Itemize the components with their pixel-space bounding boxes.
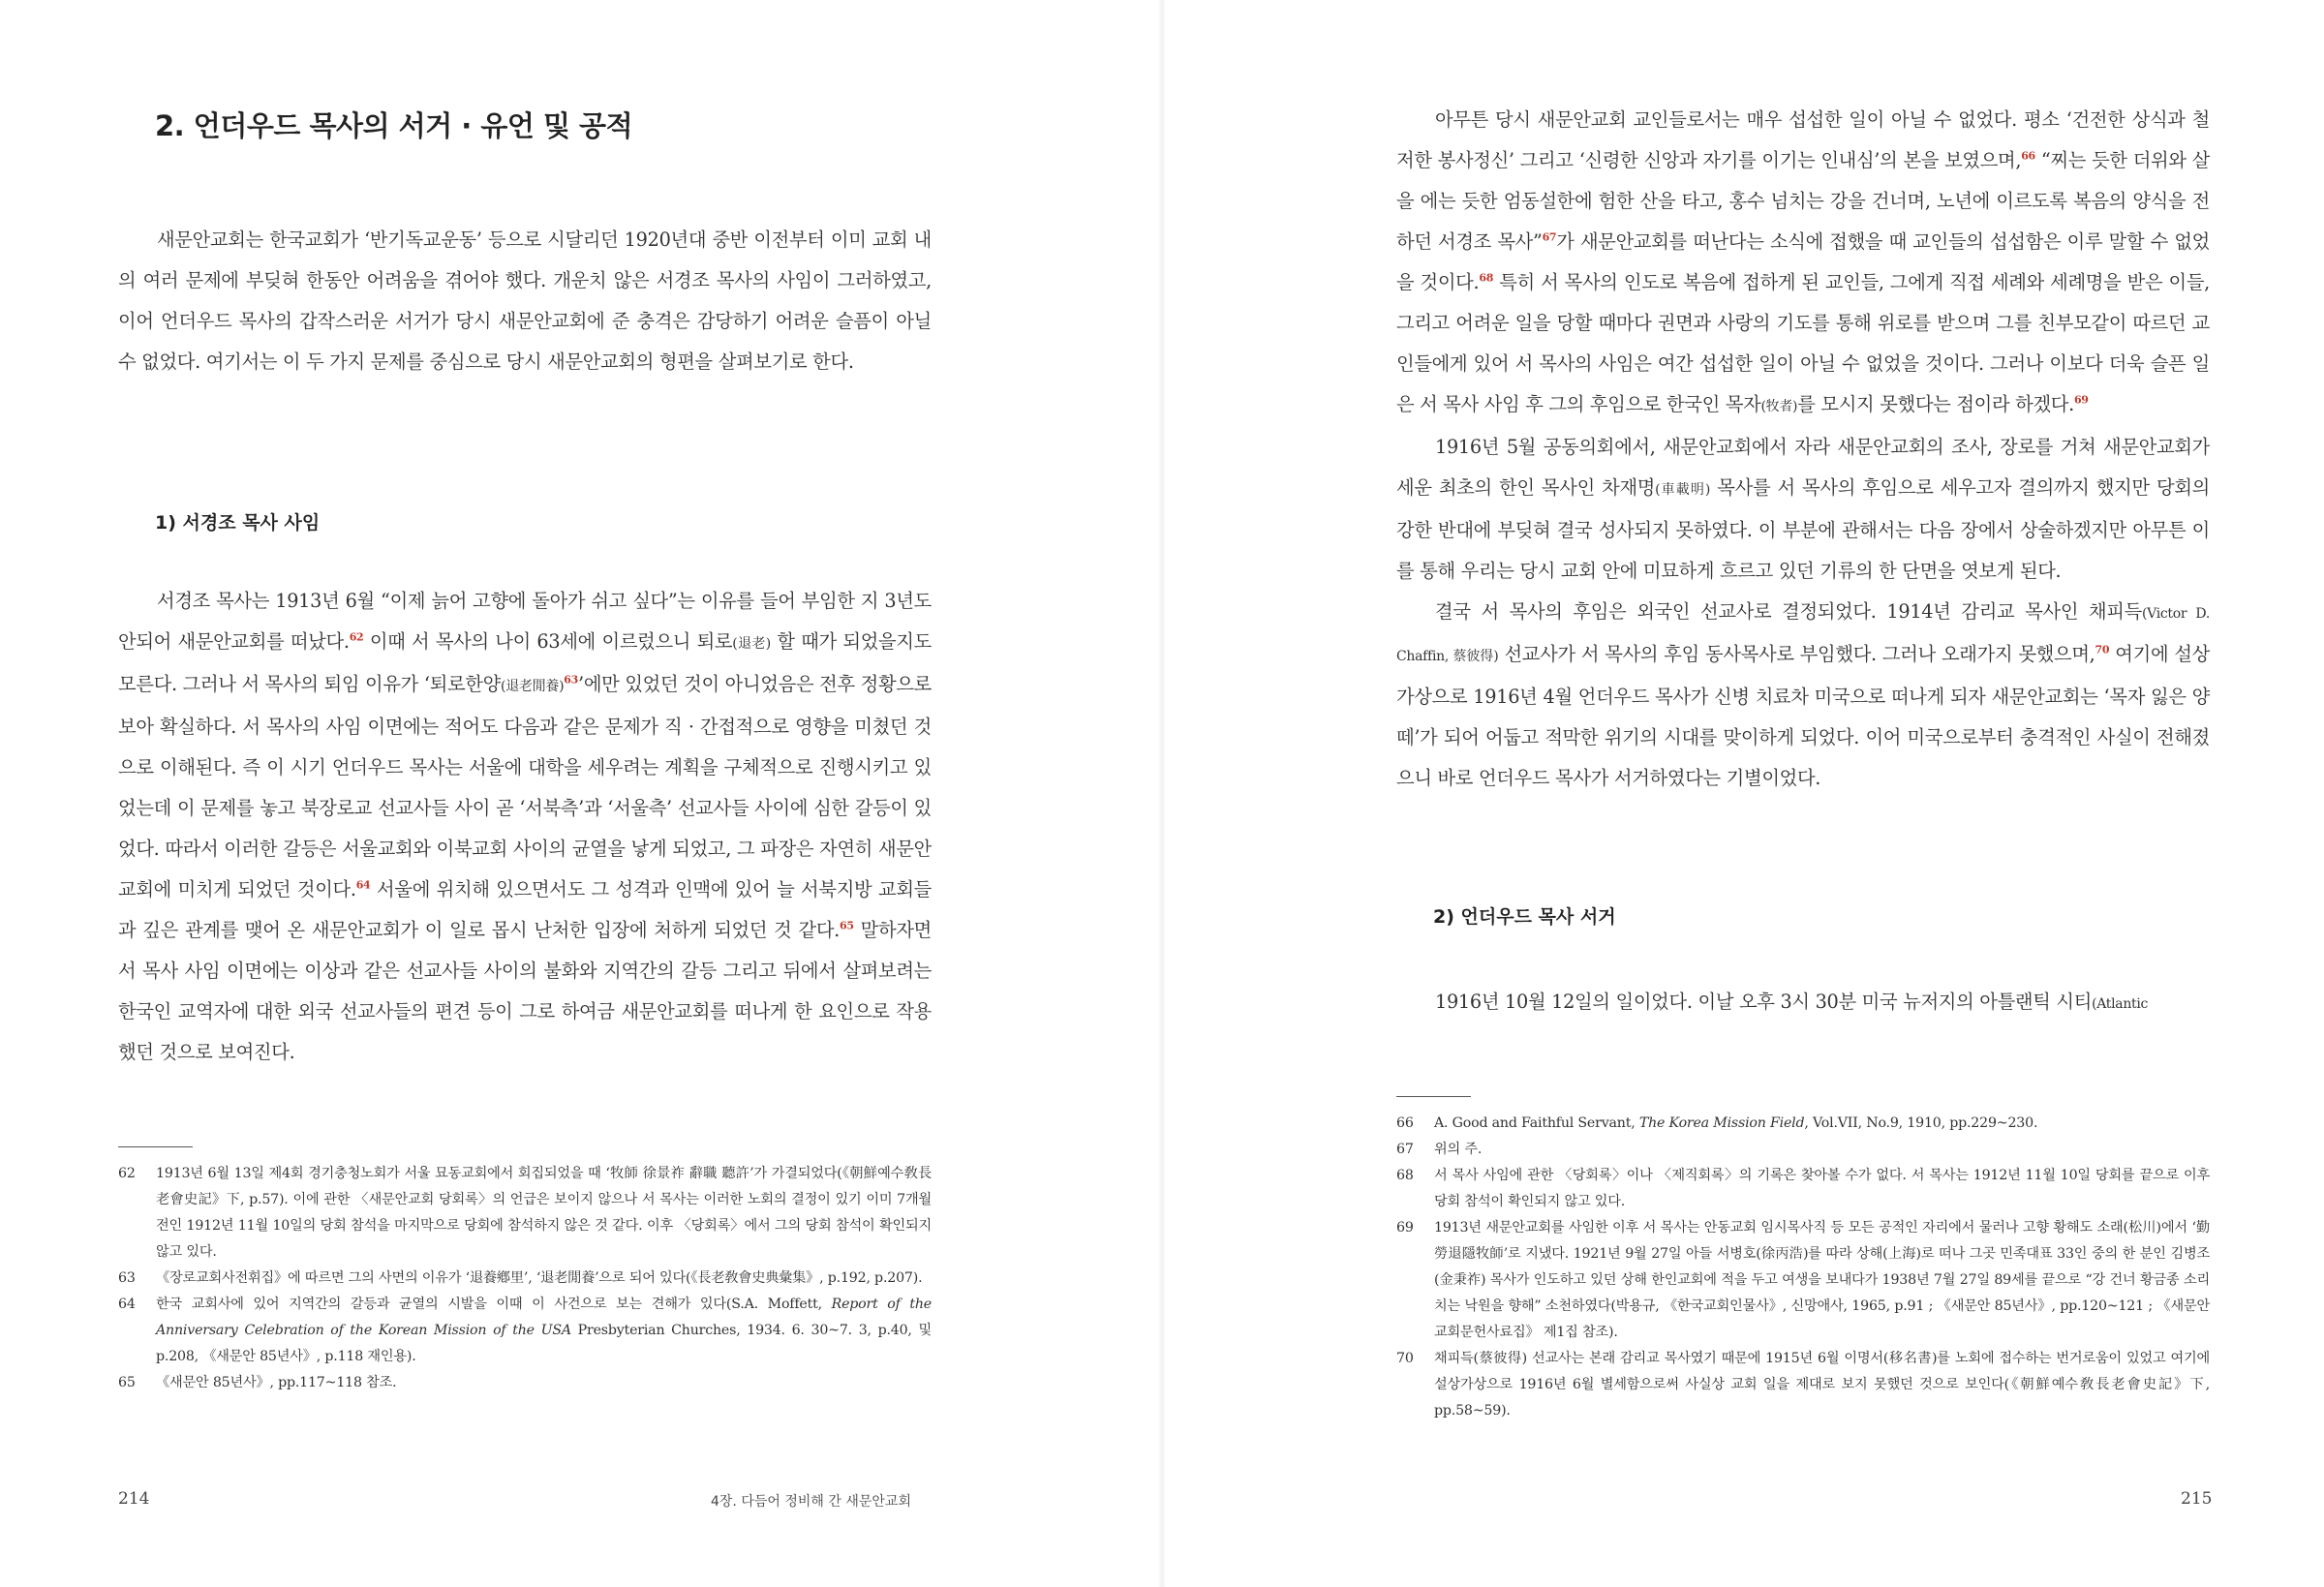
paragraph-cha-jaemyeong [1396,427,2210,592]
footnote-ref-68[interactable]: 68 [1479,271,1494,285]
footnote-number: 65 [118,1375,136,1390]
footnote-65 [118,1370,932,1396]
subsection-title-2: 2) 언더우드 목사 서거 [1433,906,1616,928]
text-segment: 1916년 10월 12일의 일이었다. 이날 오후 3시 30분 미국 뉴저지의 아틀랜틱 시티 [1435,991,2093,1013]
footnote-italic-title: Report of the Anniversary Celebration of the Korean Mission of the USA [156,1297,932,1338]
paragraph-seo-resignation [118,581,932,1073]
text-segment: 서울에 위치해 있으면서도 그 성격과 인맥에 있어 늘 서북지방 교회들과 깊은 관계를 맺어 온 새문안교회가 이 일로 몹시 난처한 입장에 처하게 되었던 것 같다. [118,878,932,941]
footnote-69 [1396,1215,2210,1346]
text-segment: 서경조 목사는 1913년 6월 “이제 늙어 고향에 돌아가 쉬고 싶다”는 이유를 들어 부임한 지 3년도 안되어 새문안교회를 떠났다. [118,590,932,653]
footnote-number: 70 [1396,1351,1414,1366]
footnote-text: 채피득(蔡彼得) 선교사는 본래 감리교 목사였기 때문에 1915년 6월 이명서(移名書)를 노회에 접수하는 번거로움이 있었고 여기에 설상가상으로 1916년 6월 별세함으로써 사실상 교회 일을 제대로 보지 못했던 것으로 보인다(《朝鮮예수敎長老會史記》下, pp.58~59). [1434,1351,2210,1419]
text-segment: 말하자면 서 목사 사임 이면에는 이상과 같은 선교사들 사이의 불화와 지역간의 갈등 그리고 뒤에서 살펴보려는 한국인 교역자에 대한 외국 선교사들의 편견 등이 그로 하여금 새문안교회를 떠나게 한 요인으로 작용했던 것으로 보여진다. [118,919,932,1063]
text-segment: 1916년 5월 공동의회에서, 새문안교회에서 자라 새문안교회의 조사, 장로를 거쳐 새문안교회가 세운 최초의 한인 목사인 차재명 [1396,436,2210,499]
footnote-67 [1396,1137,2210,1163]
right-page [1162,0,2324,1587]
text-segment: “찌는 듯한 더위와 살을 에는 듯한 엄동설한에 험한 산을 타고, 홍수 넘치는 강을 건너며, 노년에 이르도록 복음의 양식을 전하던 서경조 목사” [1396,149,2210,253]
section-title: 2. 언더우드 목사의 서거 · 유언 및 공적 [155,109,633,142]
footnote-number: 68 [1396,1168,1414,1183]
paragraph-text [1396,982,2210,1024]
text-segment: ’에만 있었던 것이 아니었음은 전후 정황으로 보아 확실하다. 서 목사의 사임 이면에는 적어도 다음과 같은 문제가 직 · 간접적으로 영향을 미쳤던 것으로 이해된다. 즉 이 시기 언더우드 목사는 서울에 대학을 세우려는 계획을 구체적으로 진행시키고 있었는데 이 문제를 놓고 북장로교 선교사들 사이 곧 ‘서북측’과 ‘서울측’ 선교사들 사이에 심한 갈등이 있었다. 따라서 이러한 갈등은 서울교회와 이북교회 사이의 균열을 낳게 되었고, 그 파장은 자연히 새문안교회에 미치게 되었던 것이다. [118,673,932,900]
footnote-ref-70[interactable]: 70 [2095,643,2110,656]
running-head: 4장. 다듬어 정비해 간 새문안교회 [711,1494,911,1510]
text-segment: 여기에 설상가상으로 1916년 4월 언더우드 목사가 신병 치료차 미국으로 떠나게 되자 새문안교회는 ‘목자 잃은 양떼’가 되어 어둡고 적막한 위기의 시대를 맞이하게 되었다. 이어 미국으로부터 충격적인 사실이 전해졌으니 바로 언더우드 목사가 서거하였다는 기별이었다. [1396,643,2210,789]
footnote-63 [118,1266,932,1292]
footnote-62 [118,1161,932,1266]
paragraph-underwood-death [1396,982,2210,1024]
footnotes-left [118,1161,932,1396]
footnote-ref-64[interactable]: 64 [355,878,371,892]
paragraph-chaffin [1396,592,2210,799]
footnote-ref-66[interactable]: 66 [2021,149,2035,163]
footnote-ref-62[interactable]: 62 [349,630,364,644]
footnote-number: 62 [118,1166,136,1181]
hanja-gloss: (退老) [732,636,771,652]
page-number-left: 214 [118,1489,150,1509]
footnote-number: 64 [118,1297,136,1312]
footnote-ref-63[interactable]: 63 [564,673,578,687]
text-segment: 이때 서 목사의 나이 63세에 이르렀으니 퇴로 [363,630,733,653]
text-segment: 결국 서 목사의 후임은 외국인 선교사로 결정되었다. 1914년 감리교 목사인 채피득 [1435,600,2142,623]
page-number-right: 215 [2181,1489,2213,1509]
footnote-text: 《장로교회사전휘집》에 따르면 그의 사면의 이유가 ‘退養鄕里’, ‘退老閒養’으로 되어 있다(《長老敎會史典彙集》, p.192, p.207). [156,1270,923,1286]
footnote-ref-69[interactable]: 69 [2073,393,2089,407]
footnote-66 [1396,1111,2210,1137]
footnote-rule [118,1146,193,1147]
footnote-70 [1396,1346,2210,1424]
footnote-number: 69 [1396,1220,1414,1236]
text-segment: 목사를 서 목사의 후임으로 세우고자 결의까지 했지만 당회의 강한 반대에 부딪혀 결국 성사되지 못하였다. 이 부분에 관해서는 다음 장에서 상술하겠지만 아무튼 이를 통해 우리는 당시 교회 안에 미묘하게 흐르고 있던 기류의 한 단면을 엿보게 된다. [1396,476,2210,582]
intro-text: 새문안교회는 한국교회가 ‘반기독교운동’ 등으로 시달리던 1920년대 중반 이전부터 이미 교회 내의 여러 문제에 부딪혀 한동안 어려움을 겪어야 했다. 개운치 않은 서경조 목사의 사임이 그러하였고, 이어 언더우드 목사의 갑작스러운 서거가 당시 새문안교회에 준 충격은 감당하기 어려운 슬픔이 아닐 수 없었다. 여기서는 이 두 가지 문제를 중심으로 당시 새문안교회의 형편을 살펴보기로 한다. [118,229,932,373]
footnote-number: 63 [118,1270,136,1286]
footnote-text: , Vol.VII, No.9, 1910, pp.229~230. [1804,1115,2038,1131]
footnote-text: 서 목사 사임에 관한 〈당회록〉이나 〈제직회록〉의 기록은 찾아볼 수가 없다. 서 목사는 1912년 11월 10일 당회를 끝으로 이후 당회 참석이 확인되지 않고 있다. [1434,1168,2210,1209]
text-segment: 아무튼 당시 새문안교회 교인들로서는 매우 섭섭한 일이 아닐 수 없었다. 평소 ‘건전한 상식과 철저한 봉사정신’ 그리고 ‘신령한 신앙과 자기를 이기는 인내심’의 본을 보였으며, [1396,108,2210,171]
paragraph-text [118,581,932,1073]
footnote-text: 한국 교회사에 있어 지역간의 갈등과 균열의 시발을 이때 이 사건으로 보는 견해가 있다(S.A. Moffett, [156,1297,832,1312]
hanja-gloss: (退老閒養) [501,679,565,694]
footnote-text: 1913년 6월 13일 제4회 경기충청노회가 서울 묘동교회에서 회집되었을 때 ‘牧師 徐景祚 辭職 聽許’가 가결되었다(《朝鮮예수敎長老會史記》下, p.57). 이에 관한 〈새문안교회 당회록〉의 언급은 보이지 않으나 서 목사는 이러한 노회의 결정이 있기 이미 7개월 전인 1912년 11월 10일의 당회 참석을 마지막으로 당회에 참석하지 않은 것 같다. 이후 〈당회록〉에서 그의 당회 참석이 확인되지 않고 있다. [156,1166,932,1260]
name-gloss: (Atlantic [2092,996,2149,1012]
footnote-text: 《새문안 85년사》, pp.117~118 참조. [156,1375,397,1390]
footnote-rule [1396,1096,1471,1097]
text-segment: 특히 서 목사의 인도로 복음에 접하게 된 교인들, 그에게 직접 세례와 세례명을 받은 이들, 그리고 어려운 일을 당할 때마다 권면과 사랑의 기도를 통해 위로를 받으며 그를 친부모같이 따르던 교인들에게 있어 서 목사의 사임은 여간 섭섭한 일이 아닐 수 없었을 것이다. 그러나 이보다 더욱 슬픈 일은 서 목사 사임 후 그의 후임으로 한국인 목자 [1396,271,2210,415]
footnote-number: 67 [1396,1142,1414,1157]
text-segment: 선교사가 서 목사의 후임 동사목사로 부임했다. 그러나 오래가지 못했으며, [1498,643,2095,665]
footnote-64 [118,1292,932,1370]
text-segment: 를 모시지 못했다는 점이라 하겠다. [1797,393,2074,415]
footnote-text: Presbyterian Churches, 1934. 6. 30~7. 3, p.40, 및 p.208, 《새문안 85년사》, p.118 재인용). [156,1323,932,1364]
paragraph-sadness [1396,100,2210,427]
footnote-italic-title: The Korea Mission Field [1638,1115,1805,1131]
text-segment: 할 때가 되었을지도 모른다. 그러나 서 목사의 퇴임 이유가 ‘퇴로한양 [118,630,932,695]
footnote-68 [1396,1163,2210,1215]
footnote-number: 66 [1396,1115,1414,1131]
footnote-text: 위의 주. [1434,1142,1483,1157]
footnote-ref-67[interactable]: 67 [1542,230,1557,244]
intro-paragraph [118,220,932,382]
name-gloss: (Victor D. Chaffin, 蔡彼得) [1396,606,2210,664]
hanja-gloss: (牧者) [1760,399,1798,414]
footnote-text: 1913년 새문안교회를 사임한 이후 서 목사는 안동교회 임시목사직 등 모든 공적인 자리에서 물러나 고향 황해도 소래(松川)에서 ‘勤勞退隱牧師’로 지냈다. 1921년 9월 27일 아들 서병호(徐丙浩)를 따라 상해(上海)로 떠나 그곳 민족대표 33인 중의 한 분인 김병조(金秉祚) 목사가 인도하고 있던 상해 한인교회에 적을 두고 여생을 보내다가 1938년 7월 27일 89세를 끝으로 “강 건너 황금종 소리치는 낙원을 향해” 소천하였다(박용규, 《한국교회인물사》, 신망애사, 1965, p.91 ; 《새문안 85년사》, pp.120~121 ; 《새문안교회문헌사료집》 제1집 참조). [1434,1220,2210,1340]
right-body-text [1396,100,2210,799]
subsection-title-1: 1) 서경조 목사 사임 [155,512,321,534]
footnote-ref-65[interactable]: 65 [839,919,854,932]
footnote-text: A. Good and Faithful Servant, [1434,1115,1639,1131]
footnotes-right [1396,1111,2210,1424]
text-segment: 가 새문안교회를 떠난다는 소식에 접했을 때 교인들의 섭섭함은 이루 말할 수 없었을 것이다. [1396,230,2210,293]
hanja-gloss: (車載明) [1655,482,1711,498]
